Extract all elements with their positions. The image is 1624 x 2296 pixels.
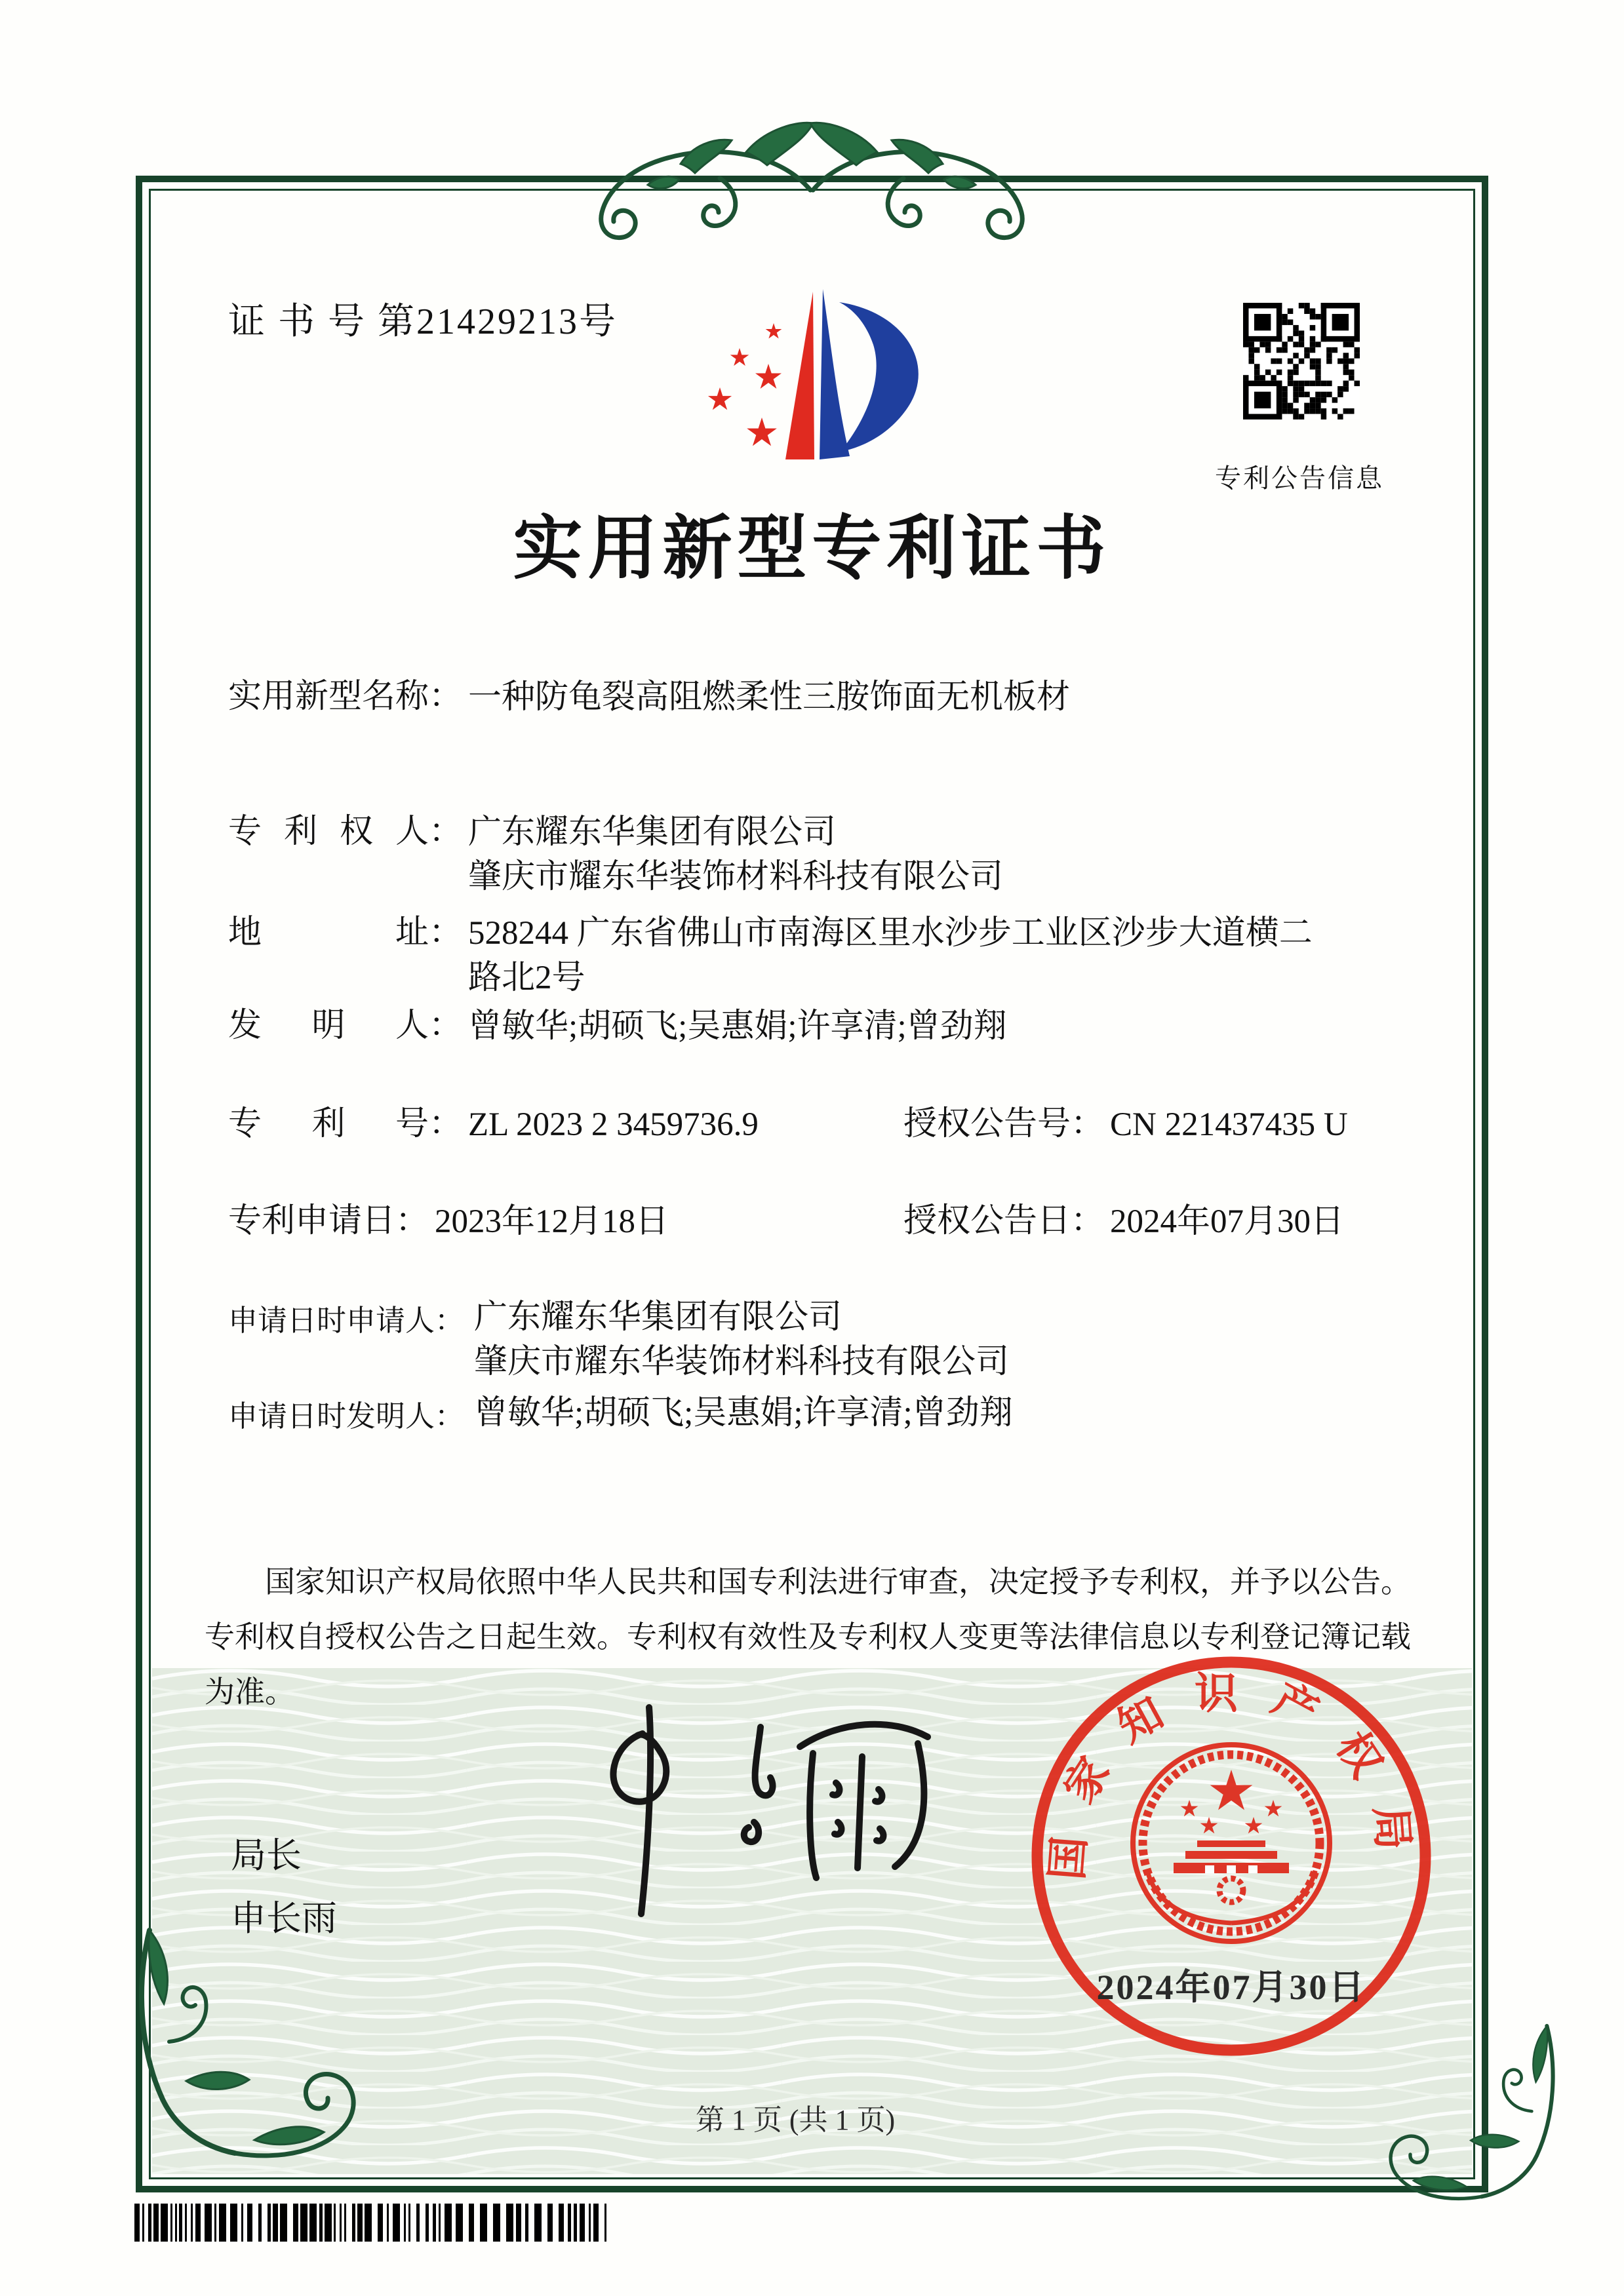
field-applicant-at-filing: 申请日时申请人 ： 广东耀东华集团有限公司 肇庆市耀东华装饰材料科技有限公司 — [228, 1295, 1009, 1384]
top-center-floral-ornament — [582, 113, 1041, 250]
field-value: 曾敏华;胡硕飞;吴惠娟;许享清;曾劲翔 — [468, 1008, 1007, 1045]
field-label: 申请日时申请人 — [228, 1304, 435, 1337]
field-value: 一种防龟裂高阻燃柔性三胺饰面无机板材 — [468, 679, 1071, 716]
statement-line-1: 国家知识产权局依照中华人民共和国专利法进行审查，决定授予专利权，并予以公告。 — [265, 1565, 1411, 1599]
seal-national-emblem — [1133, 1745, 1330, 1941]
field-label: 授权公告日 — [903, 1203, 1071, 1239]
field-grant-date: 授权公告日 ： 2024年07月30日 — [903, 1199, 1344, 1244]
seal-org-text: 国家知识产权局 — [1043, 1669, 1419, 1882]
field-value: ZL 2023 2 3459736.9 — [468, 1106, 759, 1143]
logo-spike — [785, 289, 919, 459]
barcode — [134, 2204, 613, 2242]
field-label: 授权公告号 — [903, 1106, 1071, 1142]
patentee-line-2: 肇庆市耀东华装饰材料科技有限公司 — [468, 859, 1004, 895]
logo-stars — [708, 323, 782, 446]
field-value: 2024年07月30日 — [1110, 1203, 1345, 1240]
certificate-number: 证 书 号 第21429213号 — [228, 302, 618, 342]
field-label: 申请日时发明人 — [228, 1400, 435, 1433]
cnipa-official-seal — [1021, 1646, 1441, 2066]
field-value: CN 221437435 U — [1110, 1106, 1348, 1143]
field-label: 专利号 — [228, 1106, 429, 1142]
seal-date: 2024年07月30日 — [1096, 1968, 1366, 2007]
field-grant-publication-number: 授权公告号 ： CN 221437435 U — [903, 1102, 1348, 1147]
field-utility-model-name: 实用新型名称 ： 一种防龟裂高阻燃柔性三胺饰面无机板材 — [228, 675, 1070, 720]
field-label: 专利申请日 — [228, 1203, 396, 1239]
qr-code — [1243, 303, 1360, 419]
address-line-2: 路北2号 — [468, 960, 585, 996]
field-value: 曾敏华;胡硕飞;吴惠娟;许享清;曾劲翔 — [474, 1395, 1013, 1431]
field-label: 发明人 — [228, 1007, 429, 1044]
qr-caption: 专利公告信息 — [1215, 463, 1384, 493]
director-title: 局长 — [231, 1836, 302, 1875]
director-name: 申长雨 — [231, 1899, 337, 1938]
field-address: 地址 ： 528244 广东省佛山市南海区里水沙步工业区沙步大道横二 路北2号 — [228, 911, 1313, 1000]
certificate-title: 实用新型专利证书 — [513, 511, 1111, 587]
field-value: 2023年12月18日 — [435, 1203, 669, 1240]
field-patentee: 专利权人 ： 广东耀东华集团有限公司 肇庆市耀东华装饰材料科技有限公司 — [228, 810, 1003, 899]
page-number: 第 1 页 (共 1 页) — [695, 2104, 896, 2136]
bottom-left-floral-ornament — [123, 1924, 431, 2166]
field-label: 地址 — [228, 914, 429, 951]
patentee-line-1: 广东耀东华集团有限公司 — [468, 814, 837, 851]
field-inventor-at-filing: 申请日时发明人 ： 曾敏华;胡硕飞;吴惠娟;许享清;曾劲翔 — [228, 1391, 1013, 1438]
field-inventor: 发明人 ： 曾敏华;胡硕飞;吴惠娟;许享清;曾劲翔 — [228, 1004, 1007, 1049]
field-filing-date: 专利申请日 ： 2023年12月18日 — [228, 1199, 669, 1244]
applicant-line-2: 肇庆市耀东华装饰材料科技有限公司 — [474, 1344, 1010, 1380]
director-handwritten-signature — [564, 1698, 957, 1947]
cnipa-patent-logo — [702, 273, 951, 469]
field-label: 实用新型名称 — [228, 678, 429, 715]
applicant-line-1: 广东耀东华集团有限公司 — [474, 1299, 842, 1336]
field-patent-number: 专利号 ： ZL 2023 2 3459736.9 — [228, 1102, 759, 1147]
statement-line-2: 专利权自授权公告之日起生效。专利权有效性及专利权人变更等法律信息以专利登记簿记载为准。 — [205, 1620, 1411, 1709]
field-label: 专利权人 — [228, 813, 429, 850]
address-line-1: 528244 广东省佛山市南海区里水沙步工业区沙步大道横二 — [468, 915, 1313, 952]
